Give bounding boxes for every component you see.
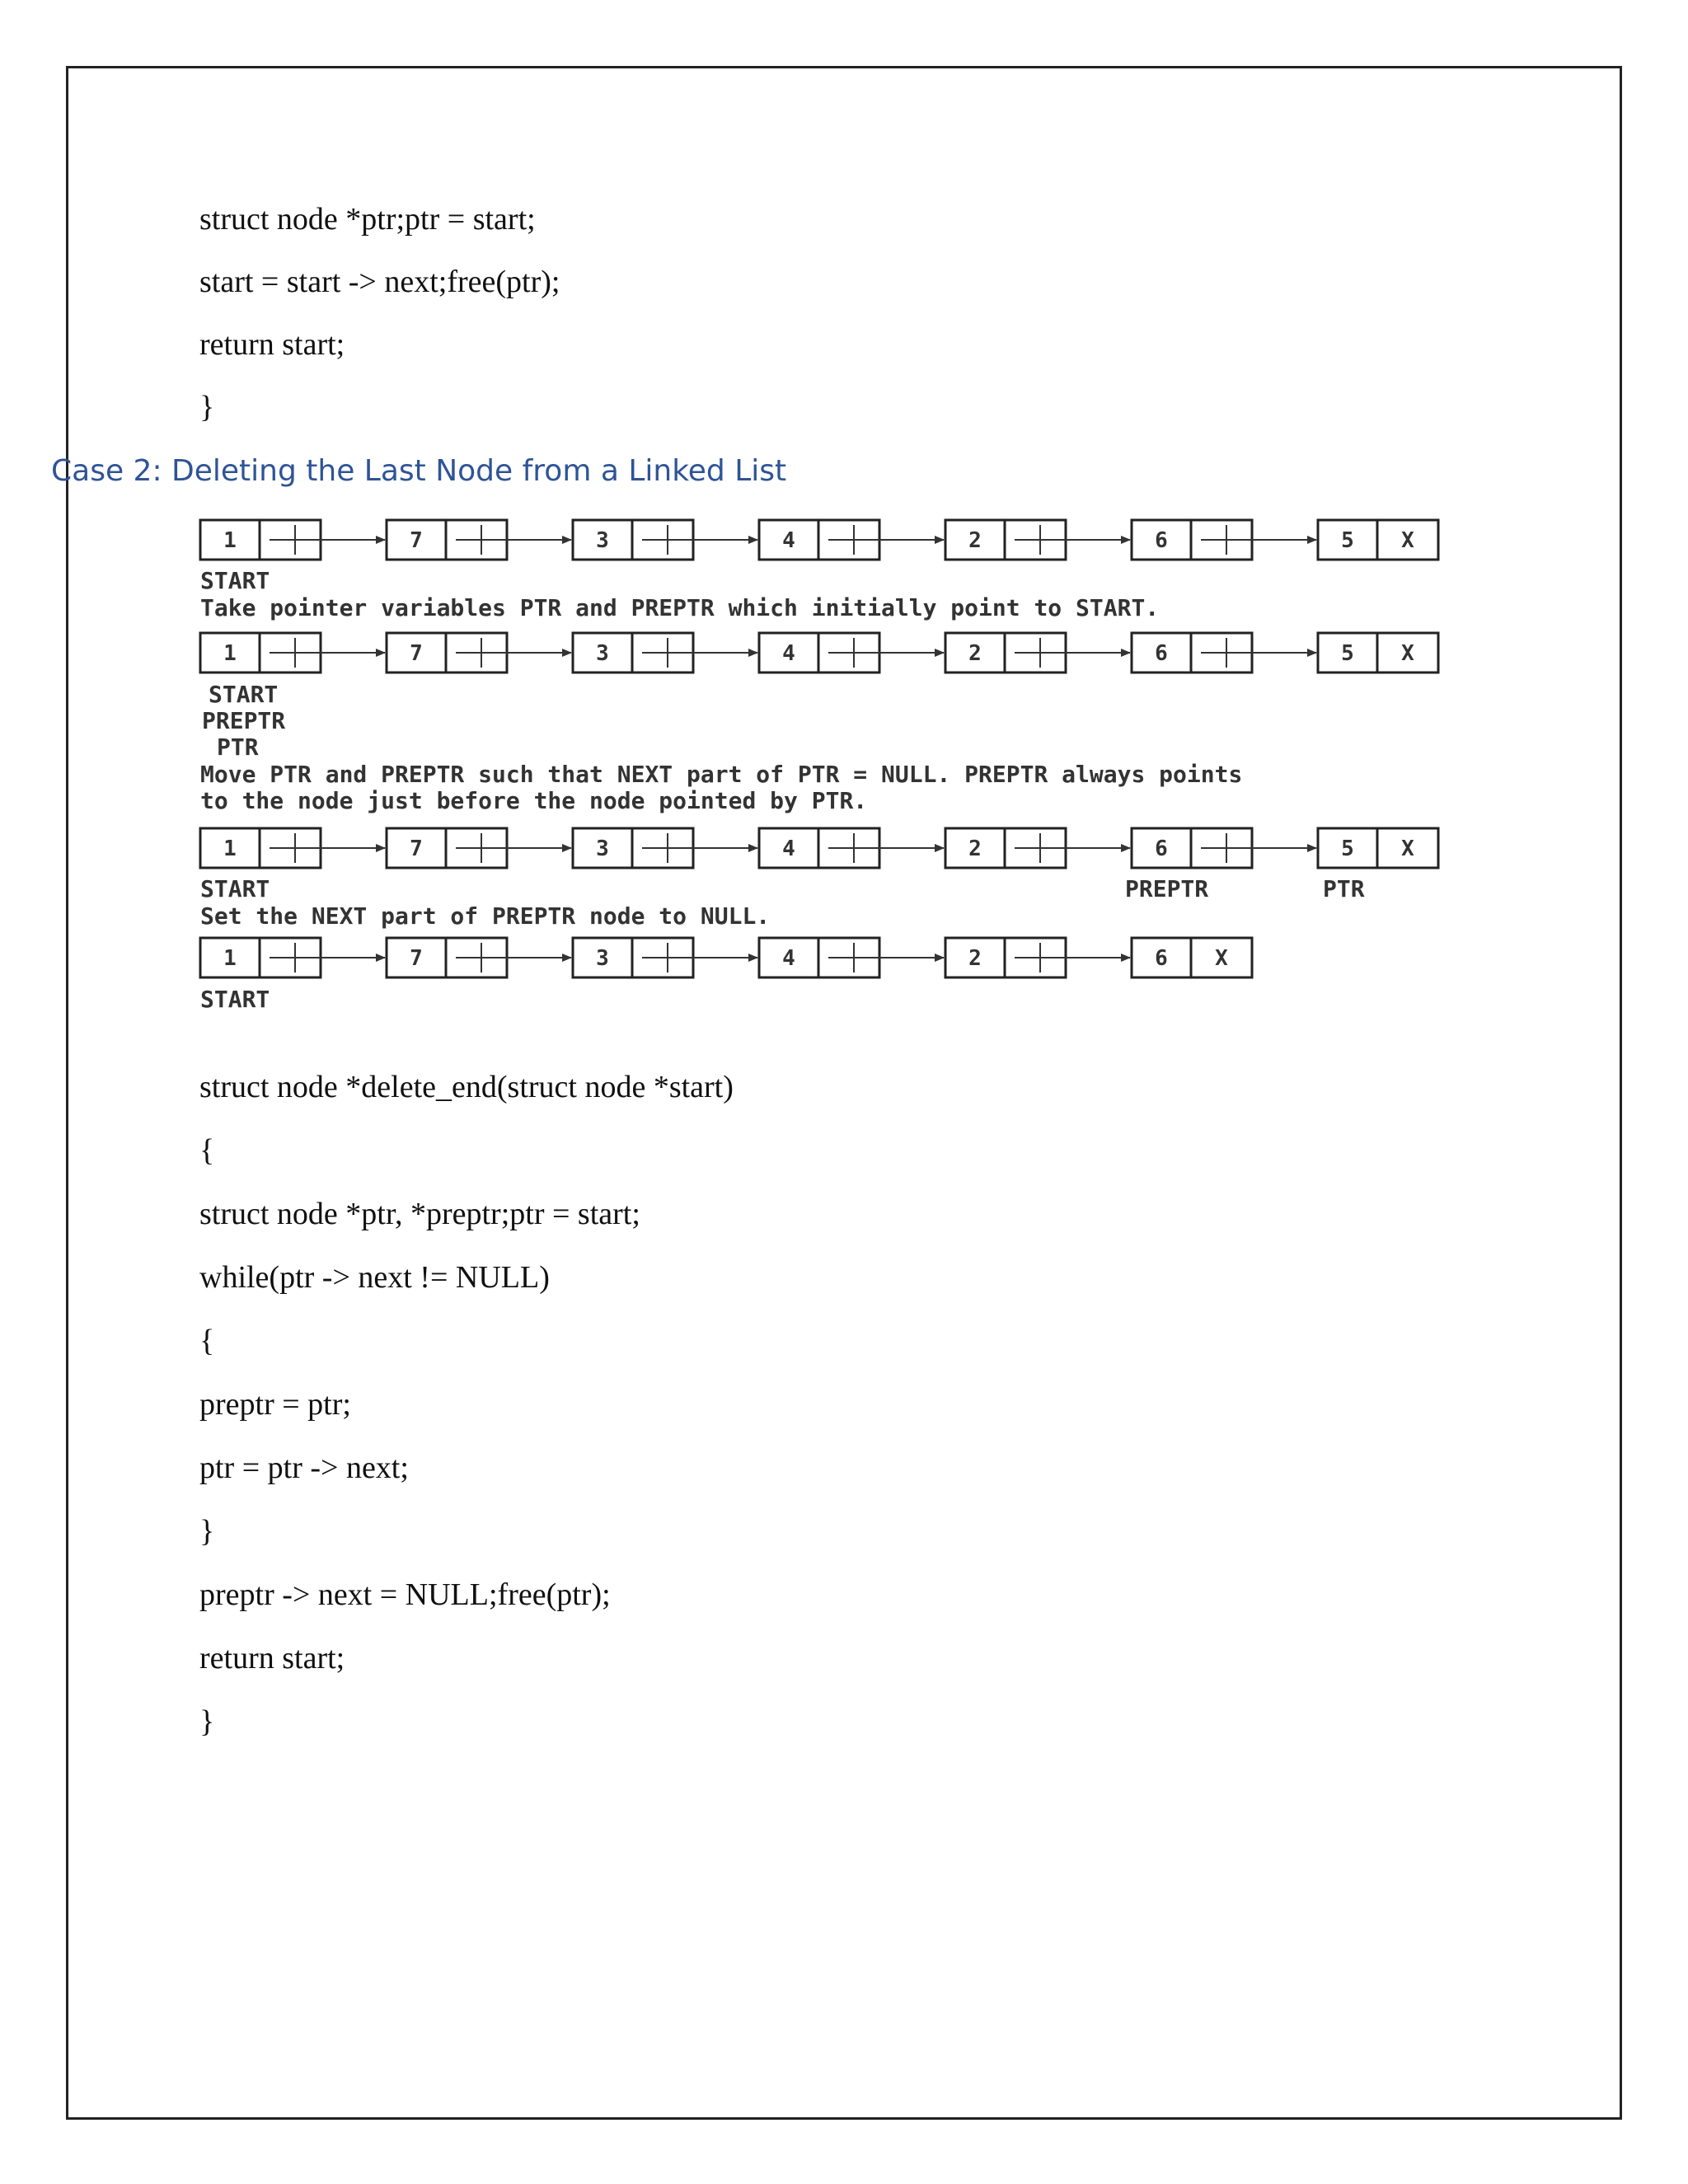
node-value: 2 [968,837,982,861]
list-node [1132,633,1316,673]
list-node [387,828,571,868]
node-value: 3 [596,528,609,553]
node-value: 6 [1155,837,1168,861]
null-marker: X [1215,946,1228,971]
list-node [1132,520,1316,560]
code-line: struct node *ptr, *preptr;ptr = start; [199,1197,640,1231]
code-line: ptr = ptr -> next; [199,1451,409,1485]
code-line: } [199,390,215,424]
code-line: start = start -> next;free(ptr); [199,265,560,299]
list-node [1132,828,1316,868]
diagram-caption: Move PTR and PREPTR such that NEXT part of PTR = NULL. PREPTR always points [200,761,1243,788]
node-value: 6 [1155,946,1168,971]
node-value: 6 [1155,641,1168,666]
code-line: struct node *ptr;ptr = start; [199,202,536,237]
code-line: preptr -> next = NULL;free(ptr); [199,1577,611,1612]
list-node [945,828,1130,868]
null-marker: X [1401,837,1414,861]
node-value: 3 [596,641,609,666]
node-value: 4 [782,837,795,861]
null-marker: X [1401,641,1414,666]
section-heading: Case 2: Deleting the Last Node from a Linked List [51,454,787,488]
node-value: 7 [410,837,423,861]
list-node [945,633,1130,673]
node-value: 5 [1341,641,1354,666]
code-line: { [199,1324,215,1358]
node-value: 4 [782,946,795,971]
list-node [387,633,571,673]
ptr-label: PTR [217,733,259,761]
list-node [387,938,571,977]
diagram-caption: Take pointer variables PTR and PREPTR which initially point to START. [200,594,1160,621]
node-value: 7 [410,641,423,666]
preptr-label: PREPTR [202,707,286,734]
code-line: while(ptr -> next != NULL) [199,1260,550,1295]
ptr-label: PTR [1323,875,1365,902]
list-node [1318,633,1438,673]
node-value: 7 [410,946,423,971]
list-row-1 [200,520,1438,560]
list-node [387,520,571,560]
list-node [200,828,385,868]
node-value: 1 [223,641,237,666]
list-row-3 [200,828,1438,868]
code-line: struct node *delete_end(struct node *start) [199,1070,734,1104]
node-value: 3 [596,946,609,971]
list-node [759,938,944,977]
node-value: 3 [596,837,609,861]
list-node [573,633,757,673]
list-row-2 [200,633,1438,673]
start-label: START [200,986,270,1013]
code-line: } [199,1514,215,1549]
list-node [945,520,1130,560]
list-node [573,520,757,560]
list-node [1318,828,1438,868]
node-value: 4 [782,528,795,553]
node-value: 2 [968,641,982,666]
list-node [945,938,1130,977]
code-line: return start; [199,327,345,362]
node-value: 1 [223,946,237,971]
node-value: 7 [410,528,423,553]
list-node [573,938,757,977]
node-value: 2 [968,946,982,971]
list-node [759,520,944,560]
node-value: 1 [223,528,237,553]
node-value: 6 [1155,528,1168,553]
node-value: 1 [223,837,237,861]
list-node [1318,520,1438,560]
list-node [759,828,944,868]
null-marker: X [1401,528,1414,553]
list-node [573,828,757,868]
node-value: 5 [1341,837,1354,861]
list-node [759,633,944,673]
node-value: 4 [782,641,795,666]
start-label: START [200,875,270,902]
node-value: 5 [1341,528,1354,553]
code-line: return start; [199,1641,345,1675]
list-node [1132,938,1252,977]
list-node [200,938,385,977]
code-line: preptr = ptr; [199,1387,351,1422]
diagram-caption: to the node just before the node pointed by PTR. [200,787,868,814]
list-node [200,520,385,560]
code-line: } [199,1704,215,1739]
list-node [200,633,385,673]
list-row-4 [200,938,1252,977]
code-line: { [199,1133,215,1168]
diagram-caption: Set the NEXT part of PREPTR node to NULL. [200,902,771,930]
preptr-label: PREPTR [1125,875,1209,902]
start-label: START [209,681,279,708]
node-value: 2 [968,528,982,553]
start-label: START [200,567,270,594]
